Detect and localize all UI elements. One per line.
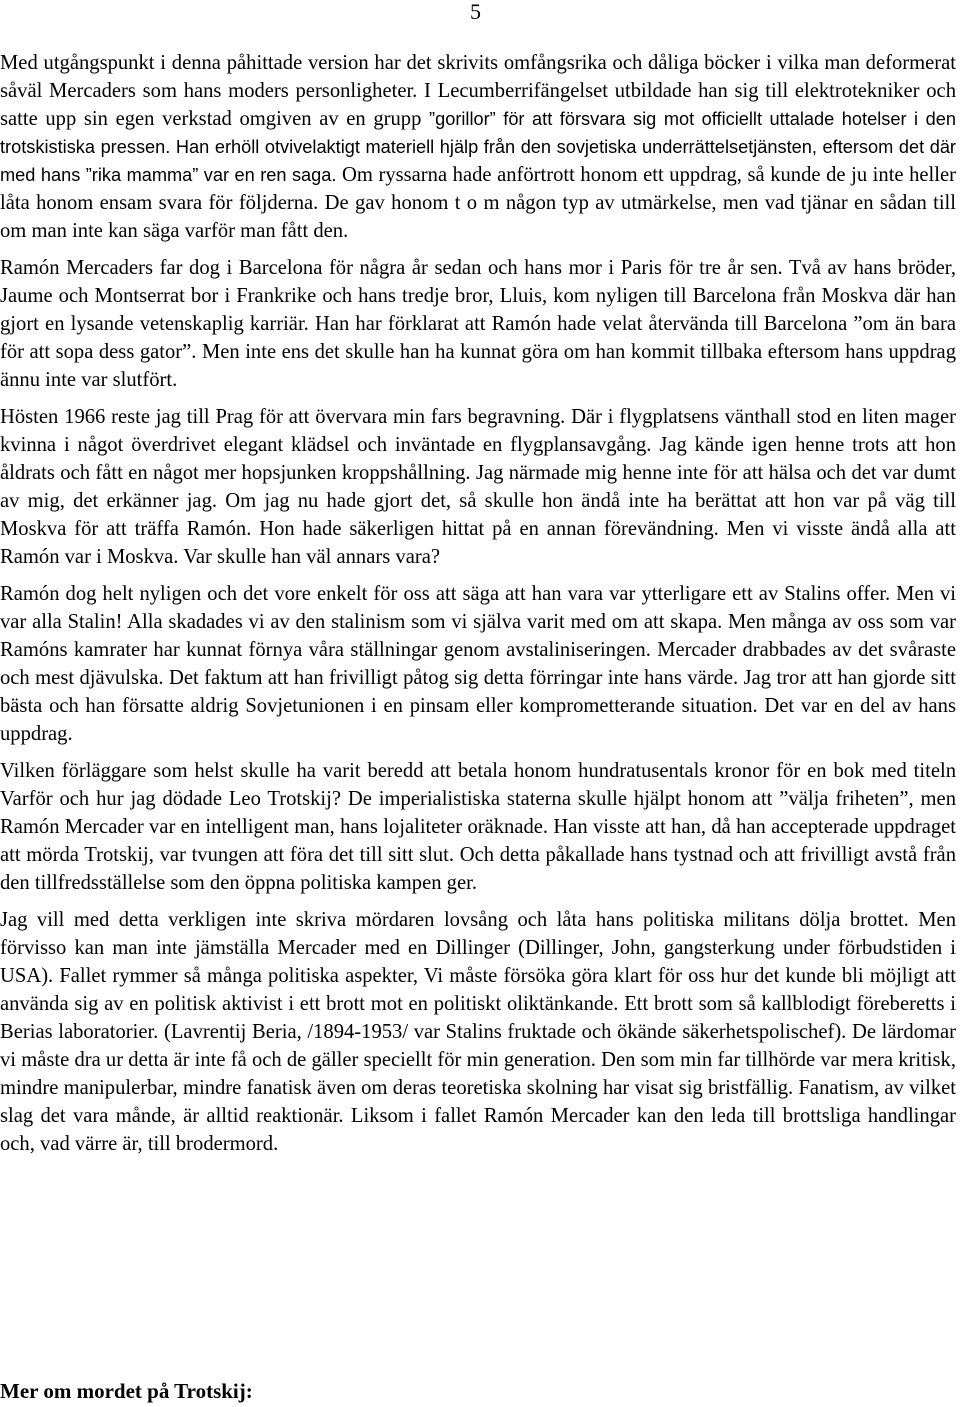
- paragraph-6-text: Jag vill med detta verkligen inte skriva mördaren lovsång och låta hans politiska militans dölja brottet. Men förvisso kan man inte jämställa Mercader med en Dillinger (Dillinger, John, gangsterkung under förbudstiden i USA). Fallet rymmer så många politiska aspekter, Vi måste försöka göra klart för oss hur det kunde bli möjligt att använda sig av en politisk aktivist i ett brott mot en politiskt oliktänkande. Ett brott som så kallblodigt föreberetts i Berias laboratorier. (Lavrentij Beria, /1894-1953/ var Stalins fruktade och ökände säkerhetspolischef). De lärdomar vi måste dra ur detta är inte få och de gäller speciellt för min generation. Den som min far tillhörde var mera kritisk, mindre manipulerbar, mindre fanatisk även om deras teoretiska skolning har visat sig bristfällig. Fanatism, av vilket slag det vara månde, är alltid reaktionär. Liksom i fallet Ramón Mercader kan den leda till brottsliga handlingar och, vad värre är, till brodermord.: [0, 909, 956, 1155]
- paragraph-2-text: Ramón Mercaders far dog i Barcelona för några år sedan och hans mor i Paris för tre år sen. Två av hans bröder, Jaume och Montserrat bor i Frankrike och hans tredje bror, Lluis, kom nyligen till Barcelona från Moskva där han gjort en lysande vetenskaplig karriär. Han har förklarat att Ramón hade velat återvända till Barcelona ”om än bara för att sopa dess gator”. Men inte ens det skulle han ha kunnat göra om han kommit tillbaka eftersom hans uppdrag ännu inte var slutfört.: [0, 257, 956, 391]
- paragraph-3: [0, 403, 956, 571]
- paragraph-4-text: Ramón dog helt nyligen och det vore enkelt för oss att säga att han vara var ytterligare ett av Stalins offer. Men vi var alla Stalin! Alla skadades vi av den stalinism som vi själva varit med om att skapa. Men många av oss som var Ramóns kamrater har kunnat förnya våra ställningar genom avstaliniseringen. Mercader drabbades av det svåraste och mest djävulska. Det faktum att han frivilligt påtog sig detta förringar inte hans värde. Jag tror att han gjorde sitt bästa och han försatte aldrig Sovjetunionen i en pinsam eller komprometterande situation. Det var en del av hans uppdrag.: [0, 583, 956, 745]
- paragraph-3-text: Hösten 1966 reste jag till Prag för att övervara min fars begravning. Där i flygplatsens vänthall stod en liten mager kvinna i något överdrivet elegant klädsel och inväntade en flygplansavgång. Jag kände igen henne trots att hon åldrats och fått en något mer hopsjunken kroppshållning. Jag närmade mig henne inte för att hälsa och det var dumt av mig, det erkänner jag. Om jag nu hade gjort det, så skulle hon ändå inte ha berättat att hon var på väg till Moskva för att träffa Ramón. Hon hade säkerligen hittat på en annan förevändning. Men vi visste ändå alla att Ramón var i Moskva. Var skulle han väl annars vara?: [0, 406, 956, 568]
- section-heading: Mer om mordet på Trotskij:: [0, 1379, 253, 1403]
- body-text: [0, 49, 956, 1167]
- page-number: 5: [470, 0, 481, 24]
- paragraph-1-part-a: Med utgångspunkt i denna påhittade version har det skrivits omfångsrika och dåliga böcker i vilka man deformerat såväl Mercaders som hans moders personligheter. I Lecumberrifängelset utbildade han sig till elektrotekniker och satte upp sin egen verkstad omgiven av en grupp: [0, 52, 956, 130]
- paragraph-5-text: Vilken förläggare som helst skulle ha varit beredd att betala honom hundratusentals kronor för en bok med titeln Varför och hur jag dödade Leo Trotskij? De imperialistiska staterna skulle hjälpt honom att ”välja friheten”, men Ramón Mercader var en intelligent man, hans lojaliteter oräknade. Han visste att han, då han accepterade uppdraget att mörda Trotskij, var tvungen att föra det till sitt slut. Och detta påkallade hans tystnad och att frivilligt avstå från den tillfredsställelse som den öppna politiska kampen ger.: [0, 760, 956, 894]
- paragraph-6: [0, 906, 956, 1158]
- paragraph-1-part-c: Om ryssarna hade anförtrott honom ett uppdrag, så kunde de ju inte heller låta honom ensam svara för följderna. De gav honom t o m någon typ av utmärkelse, men vad tjänar en sådan till om man inte kan säga varför man fått den.: [0, 164, 956, 242]
- paragraph-5: [0, 757, 956, 897]
- paragraph-4: [0, 580, 956, 748]
- paragraph-1: [0, 49, 956, 245]
- paragraph-1-part-b: ”gorillor” för att försvara sig mot officiellt uttalade hotelser i den trotskistiska pressen. Han erhöll otvivelaktigt materiell hjälp från den sovjetiska underrättelsetjänsten, eftersom det där med hans ”rika mamma” var en ren saga.: [0, 109, 956, 185]
- paragraph-2: [0, 254, 956, 394]
